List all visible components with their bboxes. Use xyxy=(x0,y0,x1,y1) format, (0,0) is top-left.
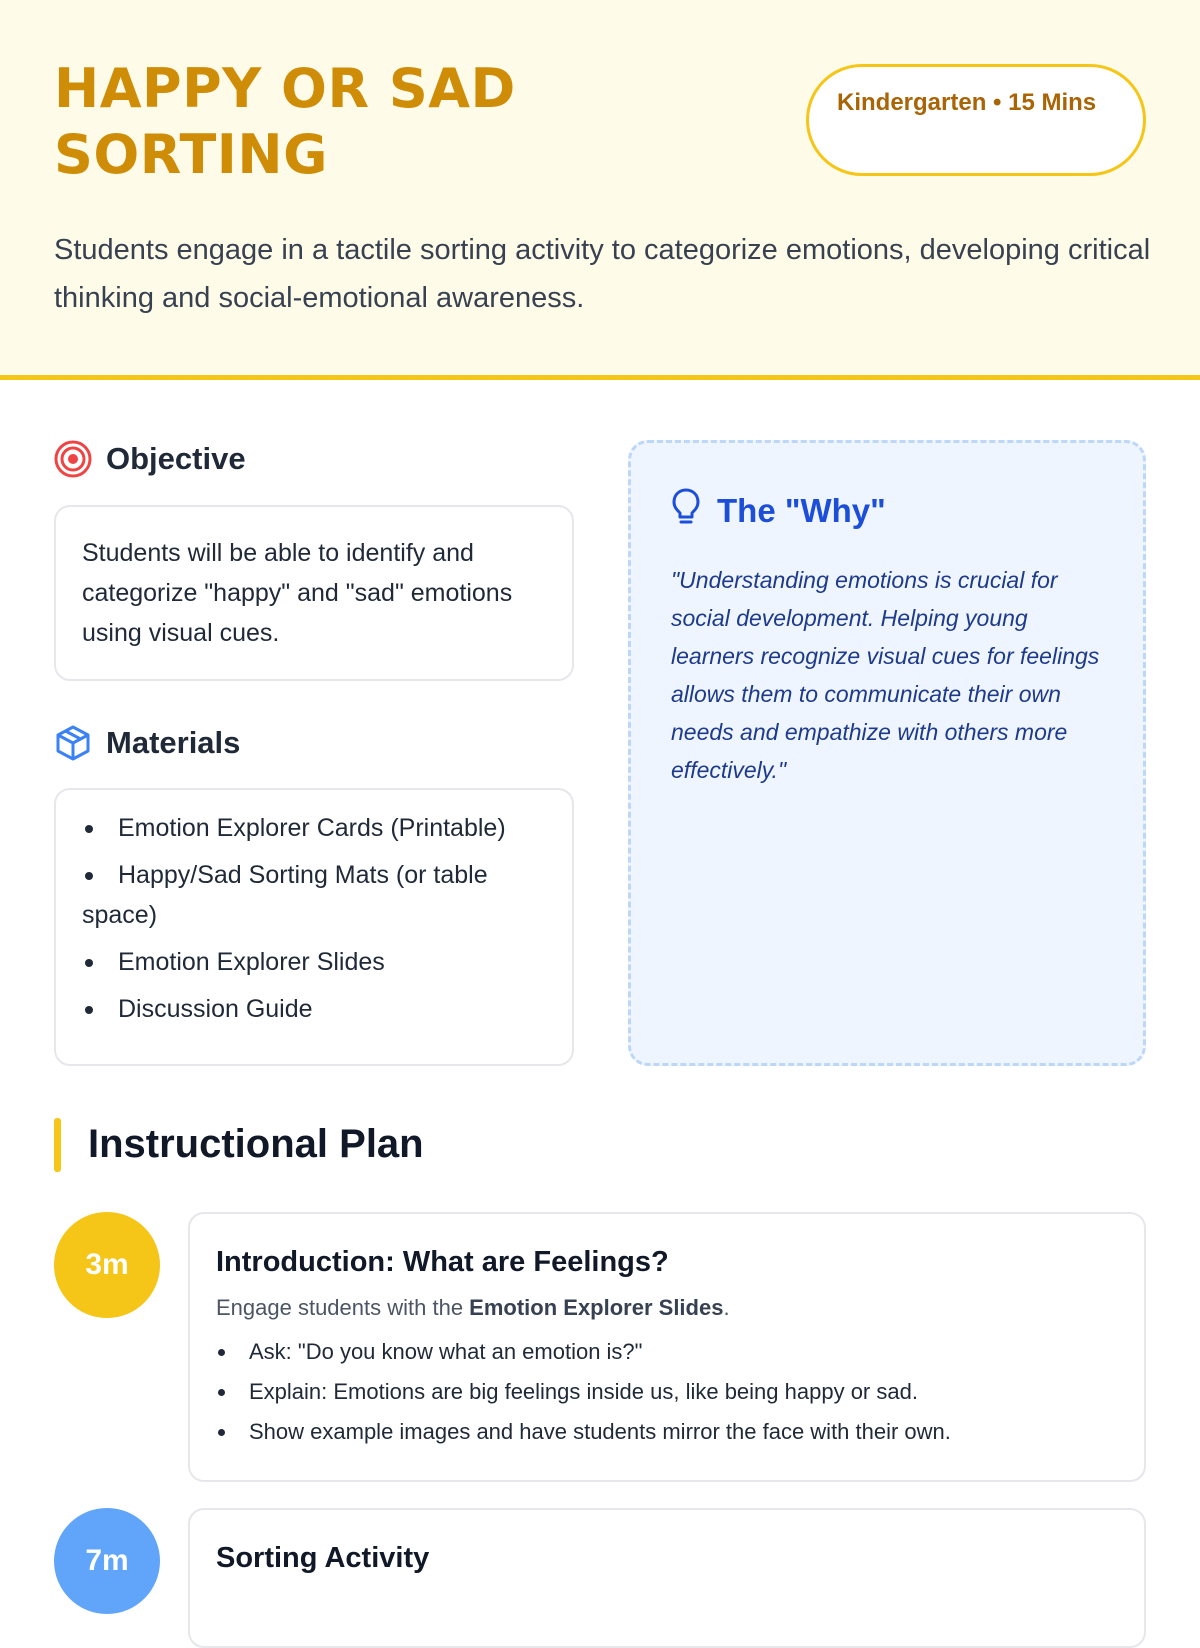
instructional-plan-heading: Instructional Plan xyxy=(88,1122,424,1166)
objective-heading xyxy=(54,440,246,478)
grade-duration-badge: Kindergarten • 15 Mins xyxy=(806,64,1146,176)
why-heading-label: The "Why" xyxy=(717,492,886,529)
box-icon xyxy=(54,724,92,762)
step-intro xyxy=(216,1290,1118,1326)
step-intro-prefix: Engage students with the xyxy=(216,1295,470,1320)
objective-heading-label: Objective xyxy=(106,441,246,476)
objective-text: Students will be able to identify and categorize "happy" and "sad" emotions using visual cues. xyxy=(82,539,513,647)
why-heading xyxy=(671,487,1103,535)
lesson-header xyxy=(0,0,1200,380)
list-item: Discussion Guide xyxy=(82,989,546,1029)
list-item: Emotion Explorer Cards (Printable) xyxy=(82,808,546,848)
list-item: Emotion Explorer Slides xyxy=(82,942,546,982)
materials-heading xyxy=(54,724,240,762)
step-duration-badge: 7m xyxy=(54,1508,160,1614)
step-intro-suffix: . xyxy=(723,1295,730,1320)
why-callout xyxy=(628,440,1146,1066)
list-item: Explain: Emotions are big feelings inside us, like being happy or sad. xyxy=(216,1372,1118,1412)
target-icon xyxy=(54,440,92,478)
why-text: "Understanding emotions is crucial for social development. Helping young learners recognize visual cues for feelings allows them to communicate their own needs and empathize with others more effectively." xyxy=(671,567,1100,783)
step-card xyxy=(188,1508,1146,1648)
lesson-description: Students engage in a tactile sorting activity to categorize emotions, developing critical thinking and social-emotional awareness. xyxy=(54,234,1151,314)
lightbulb-icon xyxy=(671,487,701,535)
section-accent-bar xyxy=(54,1118,61,1172)
materials-list xyxy=(82,808,546,1029)
step-intro-bold: Emotion Explorer Slides xyxy=(469,1295,724,1320)
step-title: Introduction: What are Feelings? xyxy=(216,1246,669,1278)
step-bullets xyxy=(216,1332,1118,1452)
materials-heading-label: Materials xyxy=(106,725,241,760)
step-title: Sorting Activity xyxy=(216,1542,430,1574)
page-title: HAPPY OR SAD SORTING xyxy=(54,57,516,186)
list-item: Ask: "Do you know what an emotion is?" xyxy=(216,1332,1118,1372)
step-card xyxy=(188,1212,1146,1482)
objective-card xyxy=(54,505,574,681)
step-duration-badge: 3m xyxy=(54,1212,160,1318)
materials-card xyxy=(54,788,574,1066)
list-item: Show example images and have students mirror the face with their own. xyxy=(216,1412,1118,1452)
list-item: Happy/Sad Sorting Mats (or table space) xyxy=(82,855,546,935)
